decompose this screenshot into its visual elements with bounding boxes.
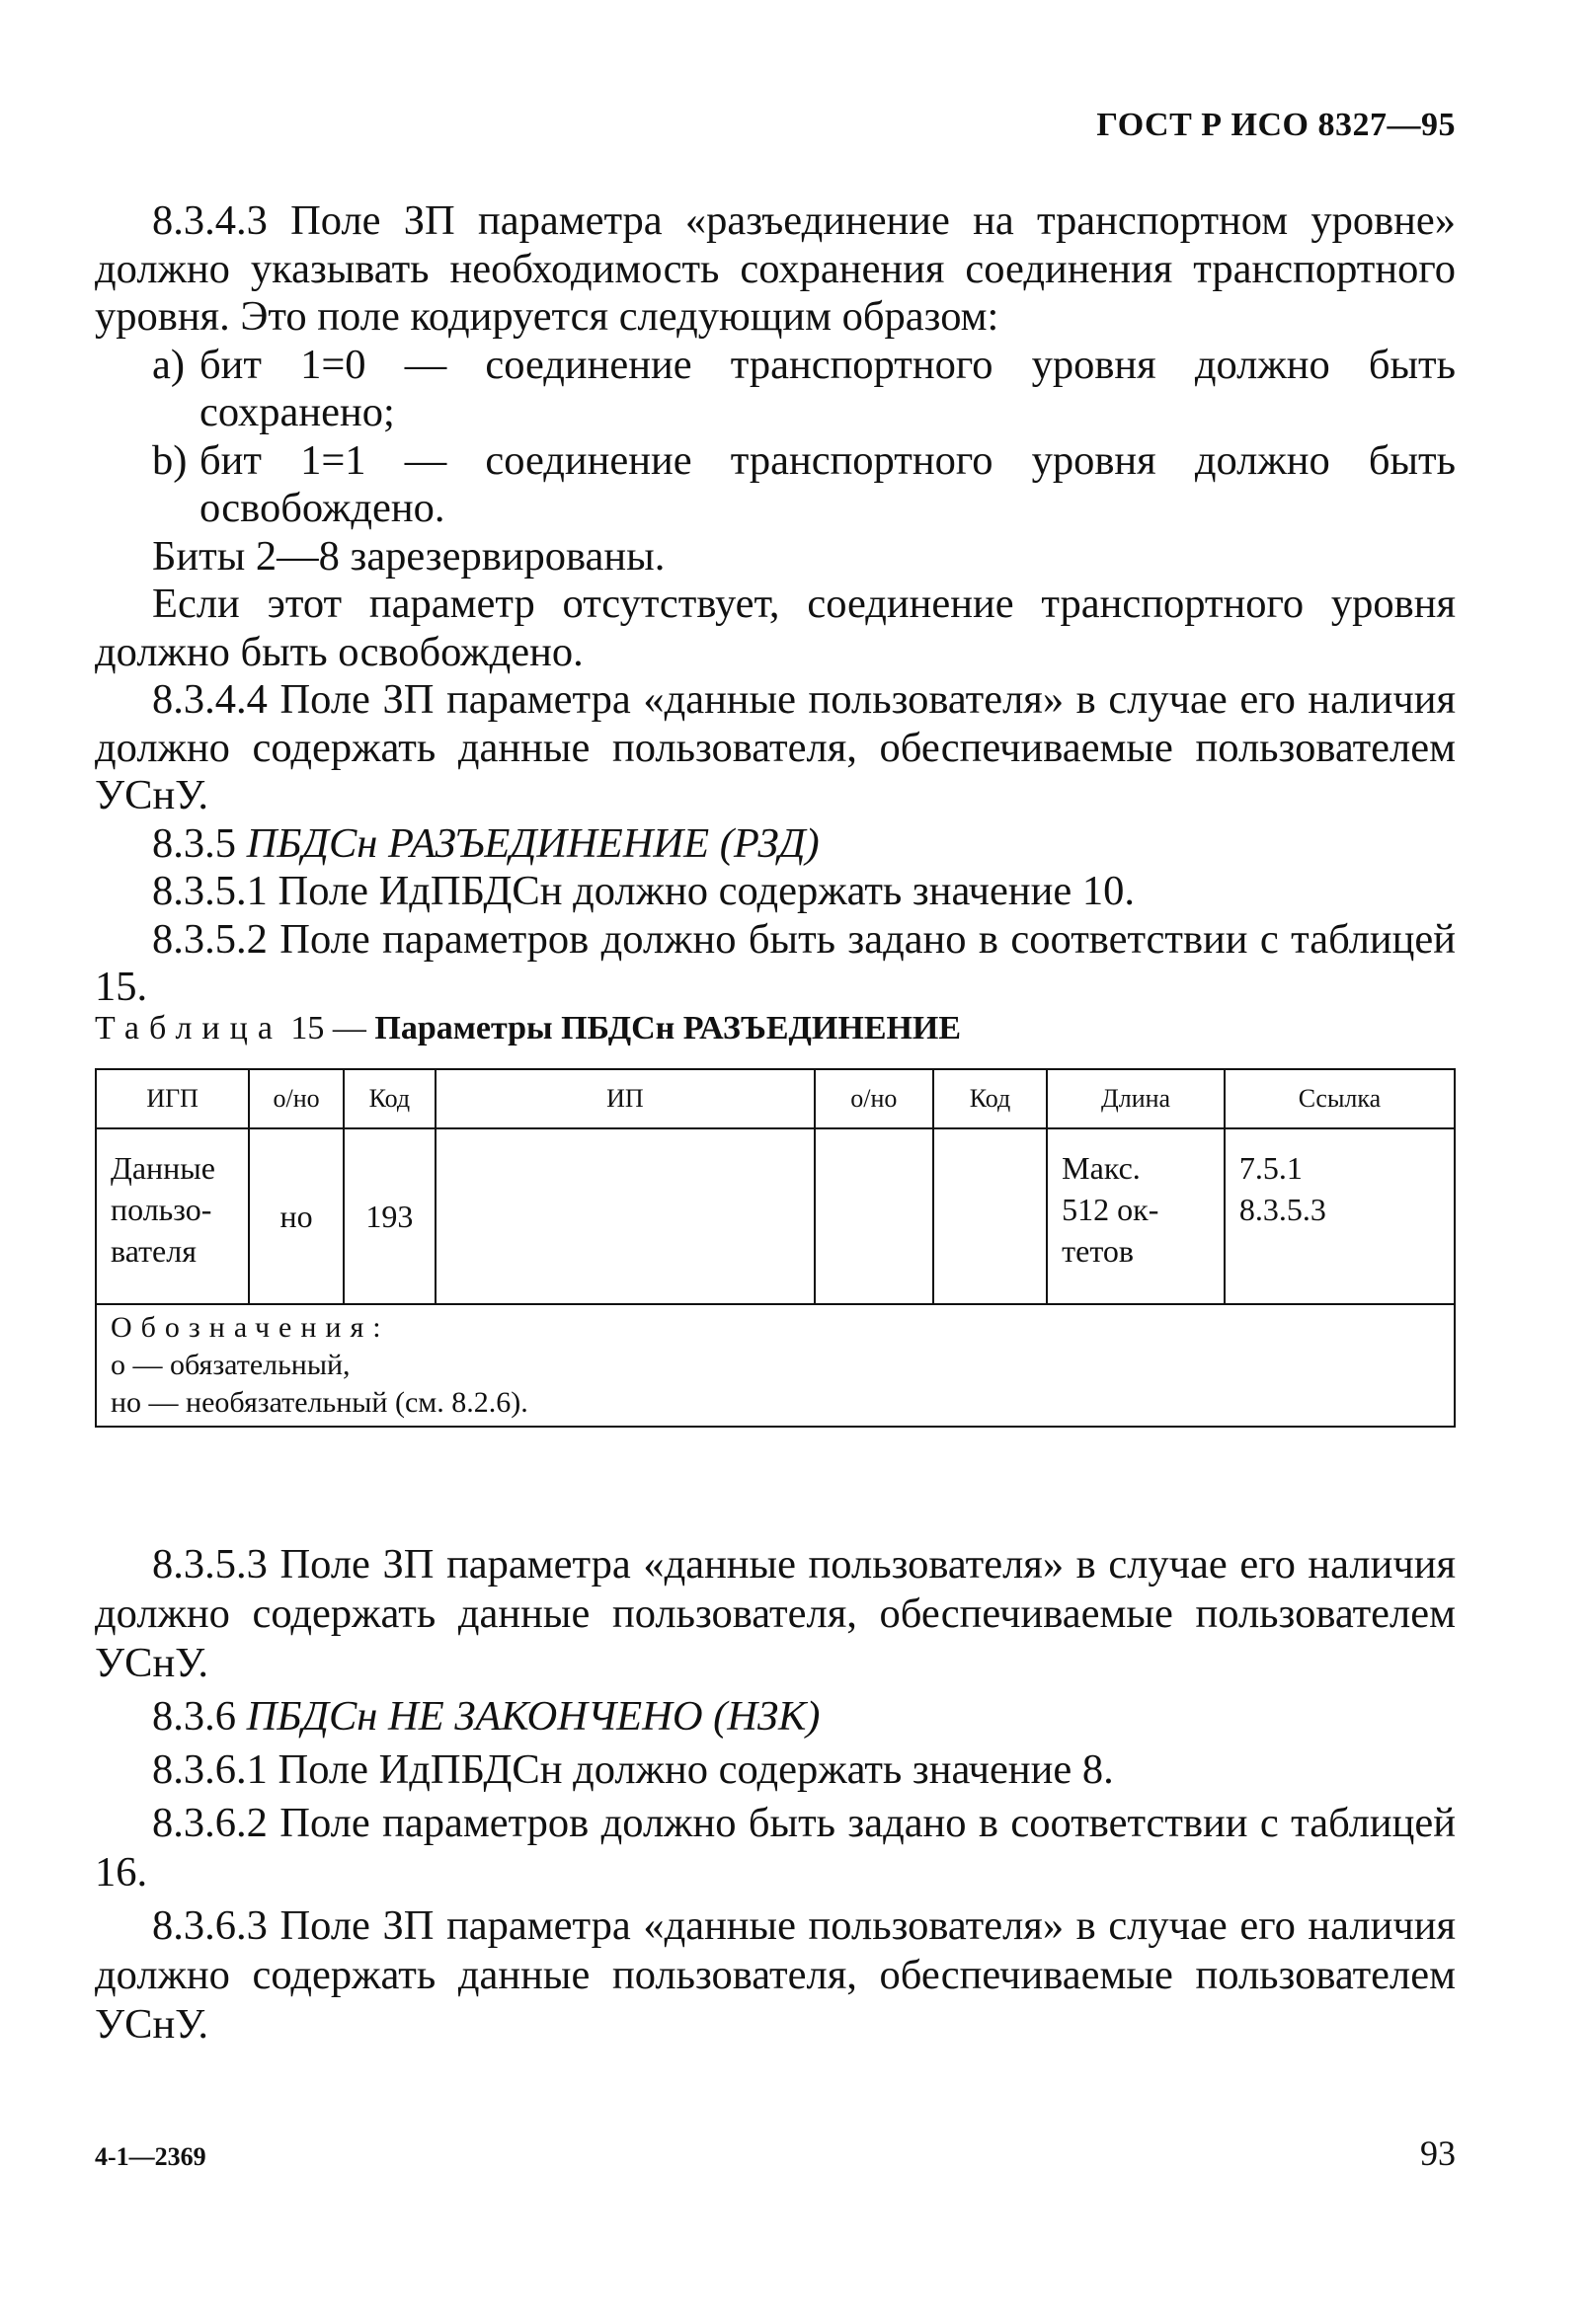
paragraph-8-3-6-2: 8.3.6.2 Поле параметров должно быть задано в соответствии с таблицей 16. xyxy=(95,1800,1456,1896)
paragraph-bits-reserved: Биты 2—8 зарезервированы. xyxy=(152,532,666,580)
cell-ono2 xyxy=(815,1128,933,1304)
header-cell: Код xyxy=(933,1069,1047,1128)
header-cell: Длина xyxy=(1047,1069,1225,1128)
paragraph-8-3-5-3: 8.3.5.3 Поле ЗП параметра «данные пользователя» в случае его наличия должно содержать данные пользователя, обеспечиваемые пользователем УСнУ. xyxy=(95,1541,1456,1686)
section-title: ПБДСн НЕ ЗАКОНЧЕНО (НЗК) xyxy=(246,1693,821,1740)
cell-line: Макс. xyxy=(1062,1150,1141,1186)
paragraph-8-3-6-1: 8.3.6.1 Поле ИдПБДСн должно содержать значение 8. xyxy=(152,1746,1114,1793)
section-number: 8.3.6 xyxy=(152,1693,236,1740)
page-number: 93 xyxy=(1420,2133,1456,2173)
cell-ip xyxy=(436,1128,815,1304)
paragraph-8-3-5-1: 8.3.5.1 Поле ИдПБДСн должно содержать значение 10. xyxy=(152,868,1135,914)
paragraph-8-3-6-3: 8.3.6.3 Поле ЗП параметра «данные пользователя» в случае его наличия должно содержать данные пользователя, обеспечиваемые пользователем УСнУ. xyxy=(95,1902,1456,2048)
header-cell: Код xyxy=(344,1069,436,1128)
section-heading-8-3-5 xyxy=(95,820,1456,869)
section-heading-8-3-6 xyxy=(95,1692,1456,1742)
notes-o: о — обязательный, xyxy=(111,1349,351,1381)
notes-cell xyxy=(96,1304,1455,1427)
cell-code2 xyxy=(933,1128,1047,1304)
paragraph-if-absent: Если этот параметр отсутствует, соединение транспортного уровня должно быть освобождено. xyxy=(95,581,1456,675)
cell-ref xyxy=(1225,1128,1455,1304)
list-text-b: бит 1=1 — соединение транспортного уровня должно быть освобождено. xyxy=(199,436,1456,531)
cell-length xyxy=(1047,1128,1225,1304)
upper-text-block xyxy=(95,197,1456,1012)
cell-line: 7.5.1 xyxy=(1238,1150,1303,1186)
cell-line: Данные xyxy=(111,1150,215,1186)
list-item-a xyxy=(95,342,1456,437)
cell-igp xyxy=(96,1128,249,1304)
header-cell: о/но xyxy=(815,1069,933,1128)
cell-line: тетов xyxy=(1062,1233,1135,1269)
list-marker-b: b) xyxy=(152,436,188,484)
cell-ono: но xyxy=(249,1128,343,1304)
header-cell: ИП xyxy=(436,1069,815,1128)
caption-number: 15 — xyxy=(290,1010,366,1046)
paragraph-8-3-4-3: 8.3.4.3 Поле ЗП параметра «разъединение на транспортном уровне» должно указывать необходимость сохранения соединения транспортного уровня. Это поле кодируется следующим образом: xyxy=(95,197,1456,340)
cell-line: 8.3.5.3 xyxy=(1238,1192,1326,1227)
caption-title: Параметры ПБДСн РАЗЪЕДИНЕНИЕ xyxy=(374,1010,962,1046)
caption-word: Таблица xyxy=(95,1010,282,1046)
table-row xyxy=(96,1128,1455,1304)
cell-code: 193 xyxy=(344,1128,436,1304)
notes-no: но — необязательный (см. 8.2.6). xyxy=(111,1386,528,1419)
lower-text-block xyxy=(95,1540,1456,2053)
paragraph-8-3-4-4: 8.3.4.4 Поле ЗП параметра «данные пользователя» в случае его наличия должно содержать данные пользователя, обеспечиваемые пользователем УСнУ. xyxy=(95,676,1456,818)
list-text-a: бит 1=0 — соединение транспортного уровня должно быть сохранено; xyxy=(199,341,1456,435)
list-item-b xyxy=(95,437,1456,533)
footer-code: 4-1—2369 xyxy=(95,2142,206,2171)
section-number: 8.3.5 xyxy=(152,819,236,867)
section-title: ПБДСн РАЗЪЕДИНЕНИЕ (РЗД) xyxy=(246,819,820,867)
header-cell: о/но xyxy=(249,1069,343,1128)
document-header: ГОСТ Р ИСО 8327—95 xyxy=(1096,107,1456,143)
paragraph-8-3-5-2: 8.3.5.2 Поле параметров должно быть задано в соответствии с таблицей 15. xyxy=(95,915,1456,1010)
cell-line: вателя xyxy=(111,1233,197,1269)
table-caption xyxy=(95,1009,1456,1048)
header-cell: Ссылка xyxy=(1225,1069,1455,1128)
table-header-row xyxy=(96,1069,1455,1128)
notes-title: Обозначения: xyxy=(111,1311,390,1344)
cell-line: пользо- xyxy=(111,1192,212,1227)
cell-line: 512 ок- xyxy=(1062,1192,1159,1227)
table-notes-row xyxy=(96,1304,1455,1427)
list-marker-a: a) xyxy=(152,341,186,388)
parameters-table xyxy=(95,1068,1456,1428)
header-cell: ИГП xyxy=(96,1069,249,1128)
